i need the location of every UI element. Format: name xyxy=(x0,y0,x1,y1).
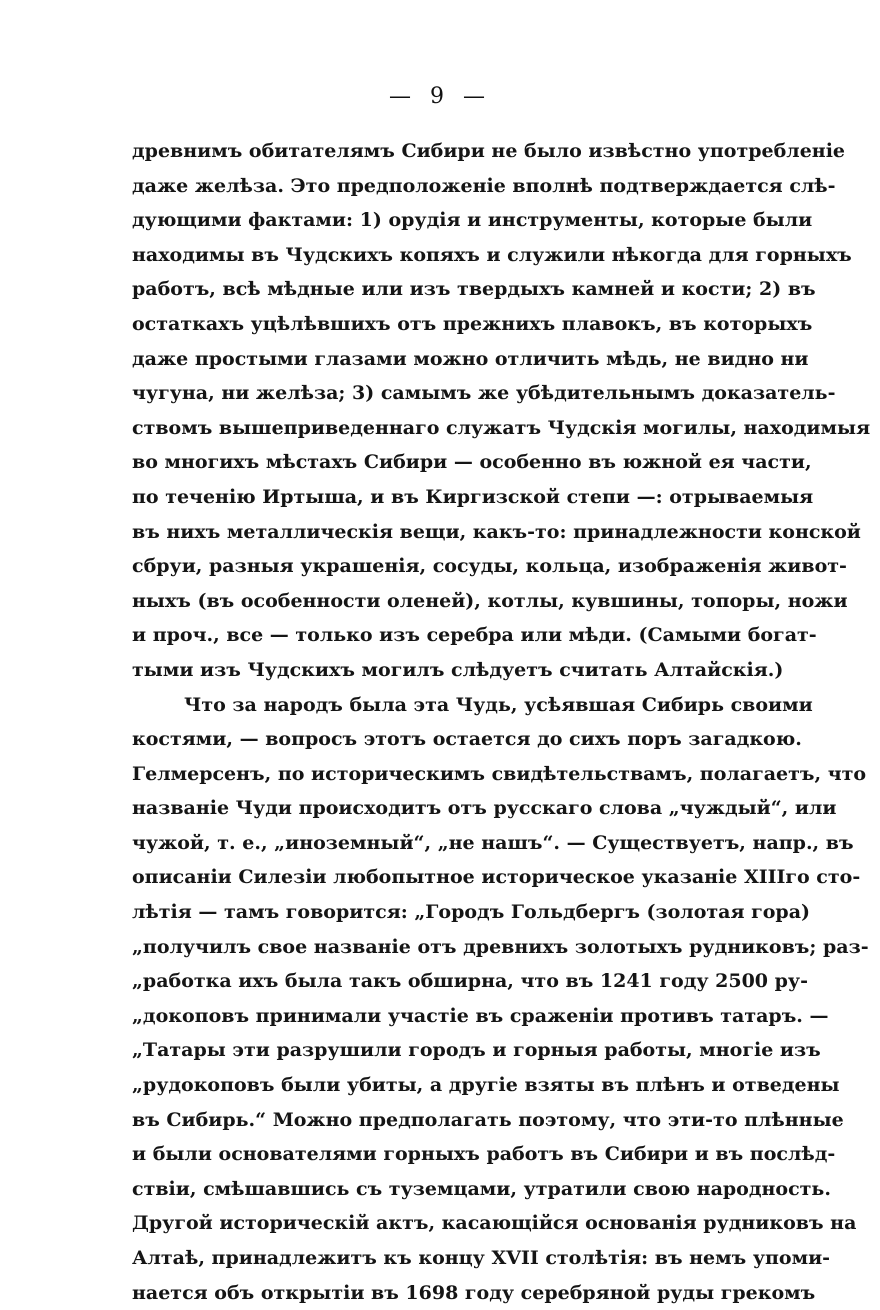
text-line: даже желѣза. Это предположеніе вполнѣ подтверждается слѣ- xyxy=(132,174,836,197)
text-line: въ нихъ металлическія вещи, какъ-то: принадлежности конской xyxy=(132,520,861,543)
text-line: Другой историческій актъ, касающійся основанія рудниковъ на xyxy=(132,1212,857,1235)
paragraph-end-line: тыми изъ Чудскихъ могилъ слѣдуетъ считать Алтайскія.) xyxy=(132,658,784,681)
text-line: костями, — вопросъ этотъ остается до сихъ поръ загадкою. xyxy=(132,728,802,751)
text-line: находимы въ Чудскихъ копяхъ и служили нѣкогда для горныхъ xyxy=(132,243,852,266)
text-line: въ Сибирь.“ Можно предполагать поэтому, что эти-то плѣнные xyxy=(132,1108,844,1131)
text-line: даже простыми глазами можно отличить мѣдь, не видно ни xyxy=(132,347,809,370)
text-line: ствомъ вышеприведеннаго служатъ Чудскія могилы, находимыя xyxy=(132,416,871,439)
text-line: „работка ихъ была такъ обширна, что въ 1241 году 2500 ру- xyxy=(132,970,808,993)
text-line: и проч., все — только изъ серебра или мѣди. (Самыми богат- xyxy=(132,624,817,647)
text-line: ствіи, смѣшавшись съ туземцами, утратили свою народность. xyxy=(132,1177,831,1200)
text-line: сбруи, разныя украшенія, сосуды, кольца, изображенія живот- xyxy=(132,555,847,578)
text-line: и были основателями горныхъ работъ въ Сибири и въ послѣд- xyxy=(132,1143,836,1166)
text-line: чугуна, ни желѣза; 3) самымъ же убѣдительнымъ доказатель- xyxy=(132,382,836,405)
text-line: нается объ открытіи въ 1698 году серебряной руды грекомъ xyxy=(132,1281,816,1304)
text-line: во многихъ мѣстахъ Сибири — особенно въ южной ея части, xyxy=(132,451,812,474)
text-line: остаткахъ уцѣлѣвшихъ отъ прежнихъ плавокъ, въ которыхъ xyxy=(132,312,813,335)
text-line: Гелмерсенъ, по историческимъ свидѣтельствамъ, полагаетъ, что xyxy=(132,762,867,785)
text-line: описаніи Силезіи любопытное историческое указаніе XIIIго сто- xyxy=(132,866,861,889)
text-line: „Татары эти разрушили городъ и горныя работы, многіе изъ xyxy=(132,1039,821,1062)
text-line: чужой, т. е., „иноземный“, „не нашъ“. — Существуетъ, напр., въ xyxy=(132,831,854,854)
text-line: ныхъ (въ особенности оленей), котлы, кувшины, топоры, ножи xyxy=(132,589,848,612)
text-line: дующими фактами: 1) орудія и инструменты, которые были xyxy=(132,209,813,232)
text-line: „рудокоповъ были убиты, а другіе взяты въ плѣнъ и отведены xyxy=(132,1074,840,1097)
text-line: названіе Чуди происходитъ отъ русскаго слова „чуждый“, или xyxy=(132,797,837,820)
text-line: по теченію Иртыша, и въ Киргизской степи —: отрываемыя xyxy=(132,485,814,508)
text-line: древнимъ обитателямъ Сибири не было извѣстно употребленіе xyxy=(132,140,846,162)
text-line: работъ, всѣ мѣдные или изъ твердыхъ камней и кости; 2) въ xyxy=(132,278,816,301)
text-line: „докоповъ принимали участіе въ сраженіи противъ татаръ. — xyxy=(132,1004,829,1027)
text-line: Алтаѣ, принадлежитъ къ концу XVII столѣтія: въ немъ упоми- xyxy=(132,1247,831,1269)
paragraph-start-line: Что за народъ была эта Чудь, усѣявшая Сибирь своими xyxy=(184,693,813,716)
text-line: лѣтія — тамъ говорится: „Городъ Гольдбергъ (золотая гора) xyxy=(132,901,811,924)
text-line: „получилъ свое названіе отъ древнихъ золотыхъ рудниковъ; раз- xyxy=(132,935,869,958)
page-number: — 9 — xyxy=(389,84,491,109)
body-text xyxy=(132,134,871,1310)
